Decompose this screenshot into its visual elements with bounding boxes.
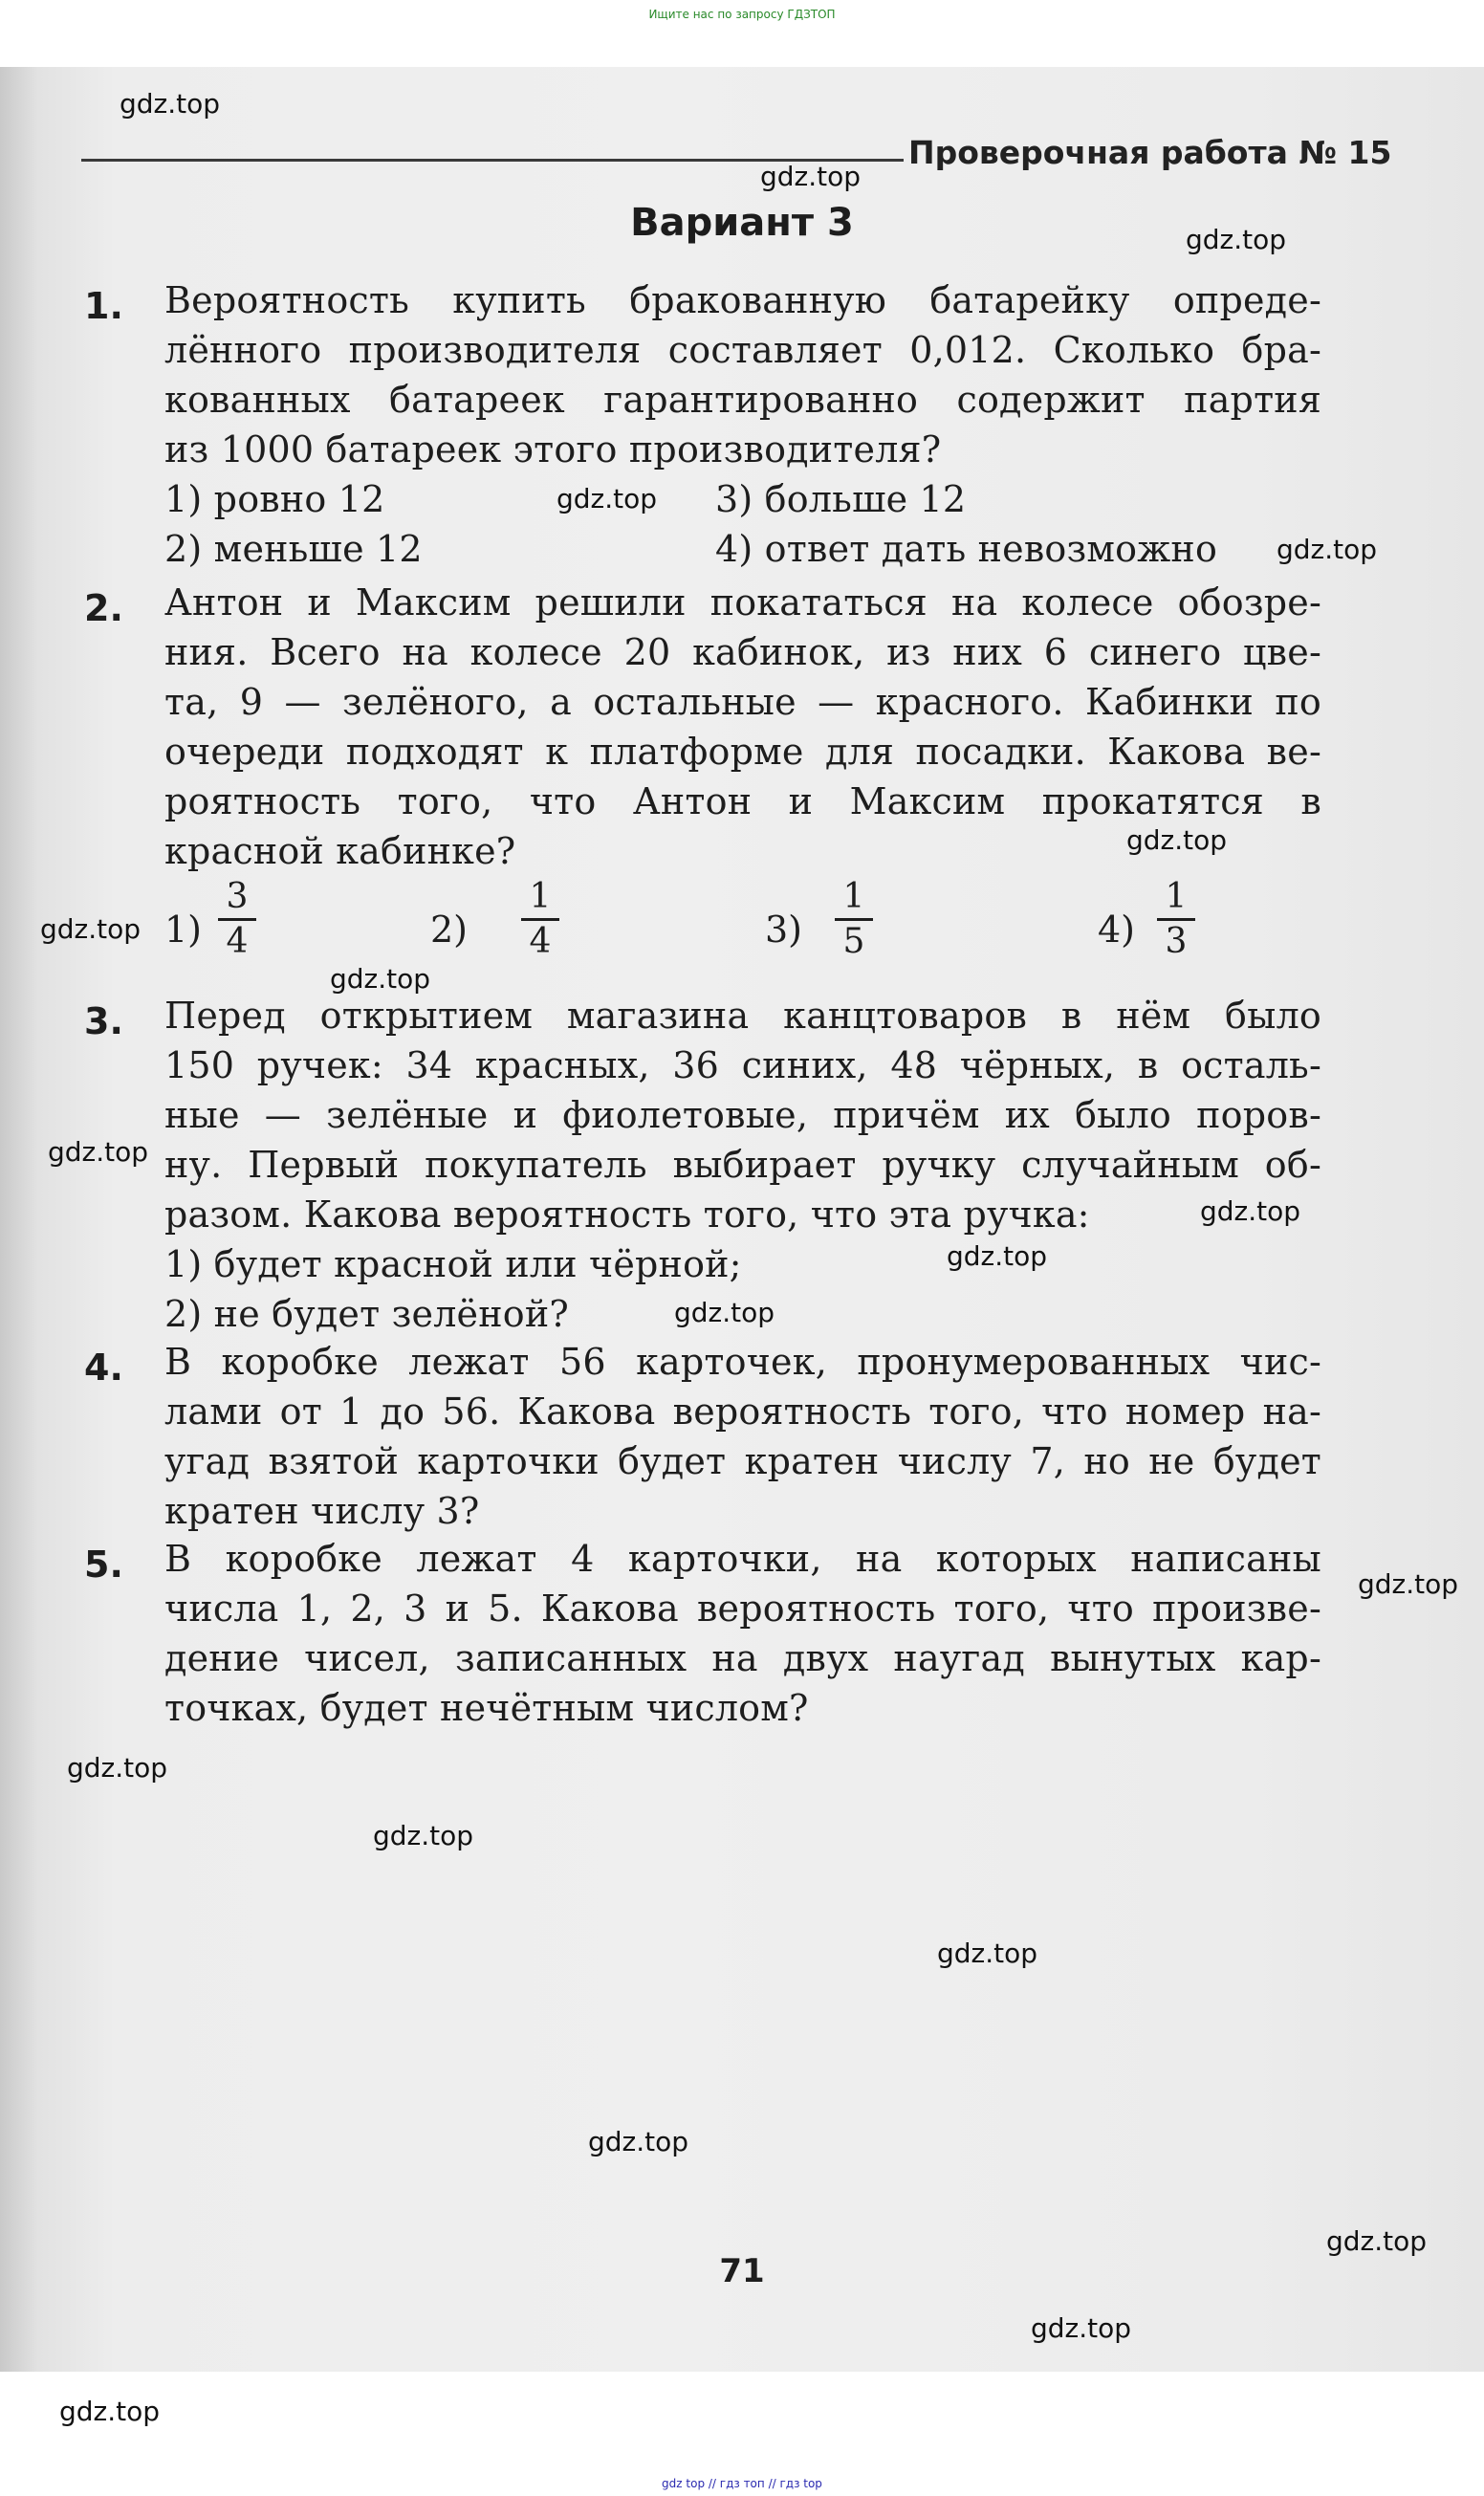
question-3-line: ные — зелёные и фиолетовые, причём их было поров- xyxy=(164,1094,1321,1136)
watermark: gdz.top xyxy=(760,161,862,192)
watermark: gdz.top xyxy=(937,1938,1038,1969)
question-2-number: 2. xyxy=(84,587,123,629)
watermark: gdz.top xyxy=(120,88,221,120)
fraction-numerator: 1 xyxy=(529,877,552,916)
watermark: gdz.top xyxy=(556,483,658,515)
page-number: 71 xyxy=(719,2252,765,2290)
question-3-line: разом. Какова вероятность того, что эта ручка: xyxy=(164,1193,1090,1236)
fraction-bar xyxy=(835,918,873,921)
watermark: gdz.top xyxy=(1031,2312,1132,2344)
question-2-option-label: 4) xyxy=(1098,909,1136,951)
fraction-numerator: 1 xyxy=(842,877,865,916)
bottom-note: gdz top // гдз топ // гдз top xyxy=(662,2477,822,2490)
fraction-bar xyxy=(218,918,256,921)
question-3-line: 150 ручек: 34 красных, 36 синих, 48 чёрных, в осталь- xyxy=(164,1044,1321,1086)
watermark: gdz.top xyxy=(947,1240,1048,1272)
watermark: gdz.top xyxy=(1358,1568,1459,1600)
question-2-line: та, 9 — зелёного, а остальные — красного. Кабинки по xyxy=(164,681,1321,723)
fraction-bar xyxy=(521,918,559,921)
question-2-line: Антон и Максим решили покататься на колесе обозре- xyxy=(164,581,1321,624)
question-2-fraction xyxy=(521,878,559,961)
header-title: Проверочная работа № 15 xyxy=(908,134,1392,171)
fraction-denominator: 3 xyxy=(1165,922,1188,961)
fraction-denominator: 4 xyxy=(226,922,249,961)
question-2-line: ния. Всего на колесе 20 кабинок, из них 6 синего цве- xyxy=(164,631,1321,673)
watermark: gdz.top xyxy=(373,1820,474,1851)
question-1-option: 2) меньше 12 xyxy=(164,528,423,570)
question-1-line: из 1000 батареек этого производителя? xyxy=(164,428,942,471)
question-1-option: 4) ответ дать невозможно xyxy=(715,528,1218,570)
variant-title: Вариант 3 xyxy=(630,201,854,245)
question-4-line: кратен числу 3? xyxy=(164,1490,480,1532)
watermark: gdz.top xyxy=(330,963,431,995)
question-2-fraction xyxy=(1157,878,1195,961)
question-2-option-label: 3) xyxy=(765,909,803,951)
question-2-line: очереди подходят к платформе для посадки. Какова ве- xyxy=(164,731,1321,773)
question-2-option-label: 1) xyxy=(164,909,203,951)
question-2-fraction xyxy=(218,878,256,961)
fraction-denominator: 5 xyxy=(842,922,865,961)
question-3-line: Перед открытием магазина канцтоваров в нём было xyxy=(164,995,1321,1037)
watermark: gdz.top xyxy=(1126,824,1228,856)
question-2-option-label: 2) xyxy=(430,909,469,951)
watermark: gdz.top xyxy=(1326,2225,1428,2257)
question-2-line: красной кабинке? xyxy=(164,830,516,872)
fraction-numerator: 3 xyxy=(226,877,249,916)
question-2-line: роятность того, что Антон и Максим прокатятся в xyxy=(164,780,1321,822)
watermark: gdz.top xyxy=(588,2126,689,2157)
question-5-line: дение чисел, записанных на двух наугад вынутых кар- xyxy=(164,1637,1321,1679)
question-5-line: В коробке лежат 4 карточки, на которых написаны xyxy=(164,1538,1321,1580)
watermark: gdz.top xyxy=(67,1752,168,1784)
fraction-denominator: 4 xyxy=(529,922,552,961)
watermark: gdz.top xyxy=(1186,224,1287,255)
question-3-line: 2) не будет зелёной? xyxy=(164,1293,569,1335)
top-note: Ищите нас по запросу ГДЗТОП xyxy=(648,8,836,21)
question-5-number: 5. xyxy=(84,1544,123,1586)
question-4-number: 4. xyxy=(84,1347,123,1389)
question-4-line: угад взятой карточки будет кратен числу 7, но не будет xyxy=(164,1440,1321,1482)
watermark: gdz.top xyxy=(40,913,142,945)
question-5-line: числа 1, 2, 3 и 5. Какова вероятность того, что произве- xyxy=(164,1587,1321,1630)
question-2-fraction xyxy=(835,878,873,961)
question-4-line: лами от 1 до 56. Какова вероятность того, что номер на- xyxy=(164,1390,1321,1433)
question-1-line: лённого производителя составляет 0,012. Сколько бра- xyxy=(164,329,1321,371)
question-1-line: кованных батареек гарантированно содержит партия xyxy=(164,379,1321,421)
watermark: gdz.top xyxy=(48,1136,149,1168)
question-1-number: 1. xyxy=(84,285,123,327)
watermark: gdz.top xyxy=(1200,1195,1301,1227)
question-1-line: Вероятность купить бракованную батарейку опреде- xyxy=(164,279,1321,321)
question-1-option: 1) ровно 12 xyxy=(164,478,385,520)
question-5-line: точках, будет нечётным числом? xyxy=(164,1687,809,1729)
question-1-option: 3) больше 12 xyxy=(715,478,967,520)
question-3-line: 1) будет красной или чёрной; xyxy=(164,1243,742,1285)
watermark: gdz.top xyxy=(59,2396,161,2427)
watermark: gdz.top xyxy=(674,1297,775,1328)
fraction-bar xyxy=(1157,918,1195,921)
fraction-numerator: 1 xyxy=(1165,877,1188,916)
watermark: gdz.top xyxy=(1277,534,1378,565)
question-3-number: 3. xyxy=(84,1000,123,1042)
question-3-line: ну. Первый покупатель выбирает ручку случайным об- xyxy=(164,1144,1321,1186)
question-4-line: В коробке лежат 56 карточек, пронумерованных чис- xyxy=(164,1341,1321,1383)
